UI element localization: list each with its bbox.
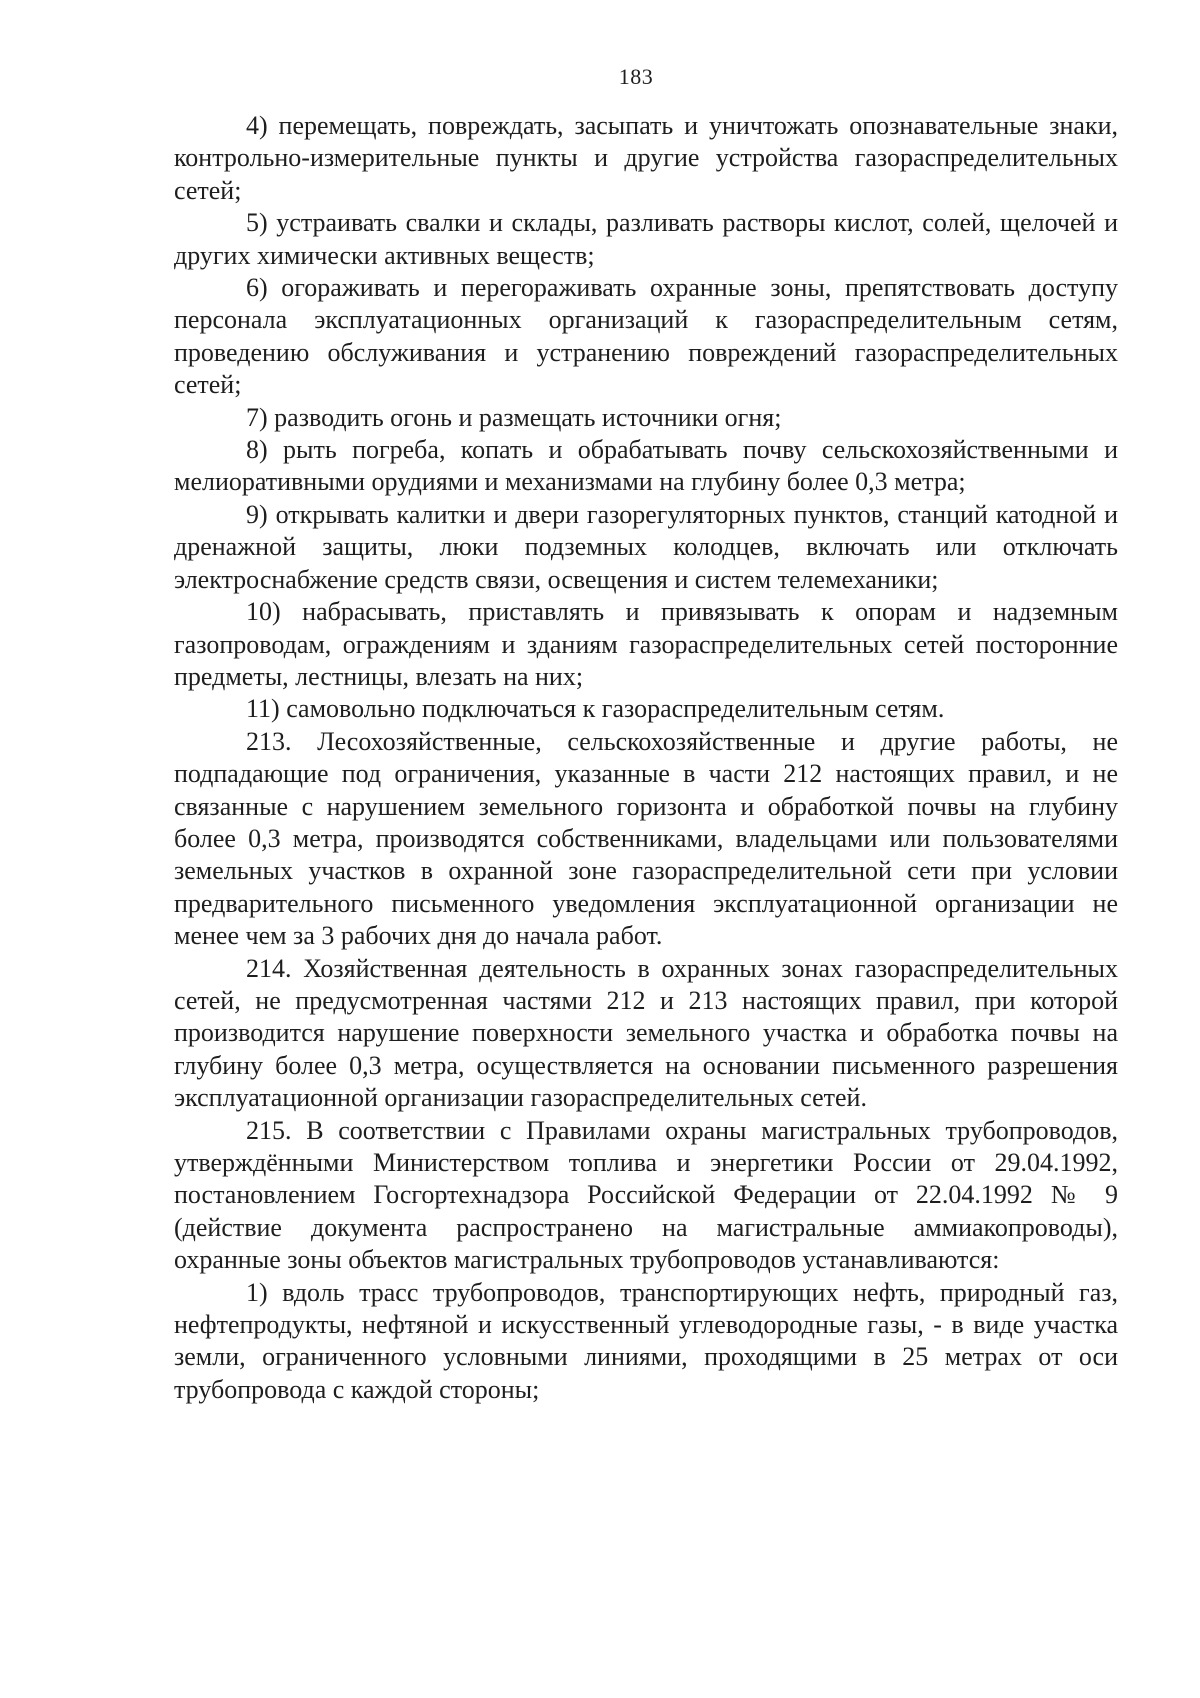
- paragraph-215-item-1: 1) вдоль трасс трубопроводов, транспортирующих нефть, природный газ, нефтепродукты, нефтяной и искусственный углеводородные газы, - в виде участка земли, ограниченного условными линиями, проходящими в 25 метрах от оси трубопровода с каждой стороны;: [174, 1277, 1118, 1404]
- paragraph-item-11: 11) самовольно подключаться к газораспределительным сетям.: [246, 694, 945, 724]
- paragraph-item-6: 6) огораживать и перегораживать охранные зоны, препятствовать доступу персонала эксплуатационных организаций к газораспределительным сетям, проведению обслуживания и устранению повреждений газораспределительных сетей;: [174, 273, 1118, 400]
- paragraph-214: 214. Хозяйственная деятельность в охранных зонах газораспределительных сетей, не предусмотренная частями 212 и 213 настоящих правил, при которой производится нарушение поверхности земельного участка и обработка почвы на глубину более 0,3 метра, осуществляется на основании письменного разрешения эксплуатационной организации газораспределительных сетей.: [174, 953, 1118, 1113]
- paragraph-item-10: 10) набрасывать, приставлять и привязывать к опорам и надземным газопроводам, ограждениям и зданиям газораспределительных сетей посторонние предметы, лестницы, влезать на них;: [174, 597, 1118, 691]
- paragraph-item-8: 8) рыть погреба, копать и обрабатывать почву сельскохозяйственными и мелиоративными орудиями и механизмами на глубину более 0,3 метра;: [174, 435, 1118, 497]
- page-number: 183: [618, 64, 654, 89]
- paragraph-215: 215. В соответствии с Правилами охраны магистральных трубопроводов, утверждёнными Министерством топлива и энергетики России от 29.04.1992, постановлением Госгортехнадзора Российской Федерации от 22.04.1992 № 9 (действие документа распространено на магистральные аммиакопроводы), охранные зоны объектов магистральных трубопроводов устанавливаются:: [174, 1115, 1118, 1275]
- paragraph-item-4: 4) перемещать, повреждать, засыпать и уничтожать опознавательные знаки, контрольно-измерительные пункты и другие устройства газораспределительных сетей;: [174, 111, 1118, 205]
- paragraph-item-7: 7) разводить огонь и размещать источники огня;: [246, 402, 782, 432]
- document-body: [174, 110, 1118, 1406]
- paragraph-213: 213. Лесохозяйственные, сельскохозяйственные и другие работы, не подпадающие под ограничения, указанные в части 212 настоящих правил, и не связанные с нарушением земельного горизонта и обработкой почвы на глубину более 0,3 метра, производятся собственниками, владельцами или пользователями земельных участков в охранной зоне газораспределительной сети при условии предварительного письменного уведомления эксплуатационной организации не менее чем за 3 рабочих дня до начала работ.: [174, 726, 1118, 951]
- paragraph-item-5: 5) устраивать свалки и склады, разливать растворы кислот, солей, щелочей и других химически активных веществ;: [174, 208, 1118, 270]
- paragraph-item-9: 9) открывать калитки и двери газорегуляторных пунктов, станций катодной и дренажной защиты, люки подземных колодцев, включать или отключать электроснабжение средств связи, освещения и систем телемеханики;: [174, 499, 1118, 594]
